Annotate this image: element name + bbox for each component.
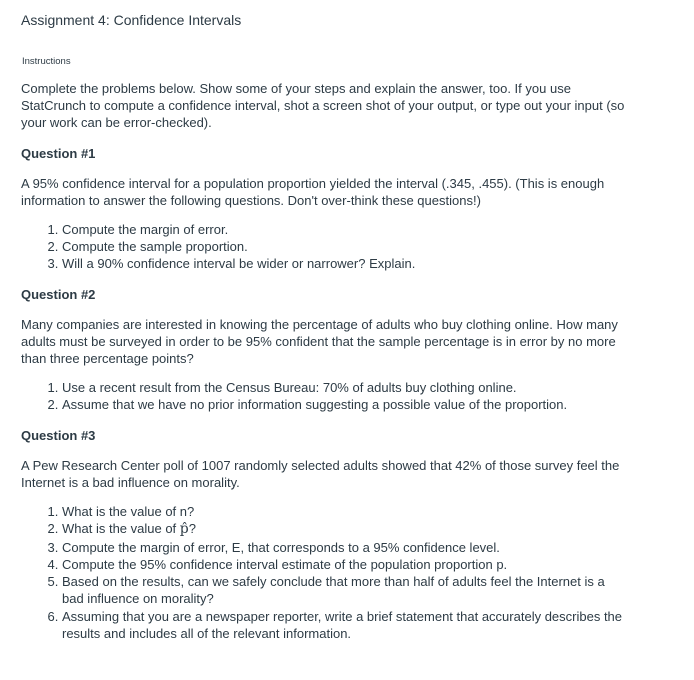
list-item: 3. Compute the margin of error, E, that corresponds to a 95% confidence level.: [62, 539, 626, 556]
list-item: 2. Compute the sample proportion.: [62, 238, 626, 255]
question-1-text: A 95% confidence interval for a population proportion yielded the interval (.345, .455). (This is enough information to answer the following questions. Don't over-think these questions!): [21, 176, 605, 208]
list-item: 1. What is the value of n?: [62, 503, 626, 520]
list-item: 1. Use a recent result from the Census Bureau: 70% of adults buy clothing online.: [62, 379, 626, 396]
page-title: Assignment 4: Confidence Intervals: [21, 12, 242, 28]
list-item: [62, 520, 626, 538]
list-item: 4. Compute the 95% confidence interval estimate of the population proportion p.: [62, 556, 626, 573]
instructions-label: Instructions: [22, 56, 71, 67]
question-3-list: [21, 503, 626, 642]
question-2-text: Many companies are interested in knowing the percentage of adults who buy clothing online. How many adults must be surveyed in order to be 95% confident that the sample percentage is in error by no more than three percentage points?: [21, 317, 618, 366]
intro-paragraph: Complete the problems below. Show some of your steps and explain the answer, too. If you use StatCrunch to compute a confidence interval, shot a screen shot of your output, or type out your input (so your work can be error-checked).: [21, 81, 625, 130]
list-item: 1. Compute the margin of error.: [62, 221, 626, 238]
question-2-list: [21, 379, 626, 413]
question-1-list: [21, 221, 626, 272]
list-item: 2. Assume that we have no prior information suggesting a possible value of the proportion.: [62, 396, 626, 413]
list-item: 5. Based on the results, can we safely conclude that more than half of adults feel the Internet is a bad influence on morality?: [62, 573, 626, 608]
question-2-heading: Question #2: [21, 287, 96, 302]
list-item: 3. Will a 90% confidence interval be wider or narrower? Explain.: [62, 255, 626, 272]
list-item-text: What is the value of: [62, 521, 180, 537]
list-item-suffix: ?: [188, 521, 196, 537]
p-hat-symbol: p̂: [179, 521, 189, 538]
question-3-heading: Question #3: [21, 428, 96, 443]
list-item: 6. Assuming that you are a newspaper reporter, write a brief statement that accurately describes the results and includes all of the relevant information.: [62, 608, 626, 643]
question-3-text: A Pew Research Center poll of 1007 randomly selected adults showed that 42% of those survey feel the Internet is a bad influence on morality.: [21, 458, 620, 490]
instructions-content: [21, 80, 626, 656]
question-1-heading: Question #1: [21, 146, 96, 161]
